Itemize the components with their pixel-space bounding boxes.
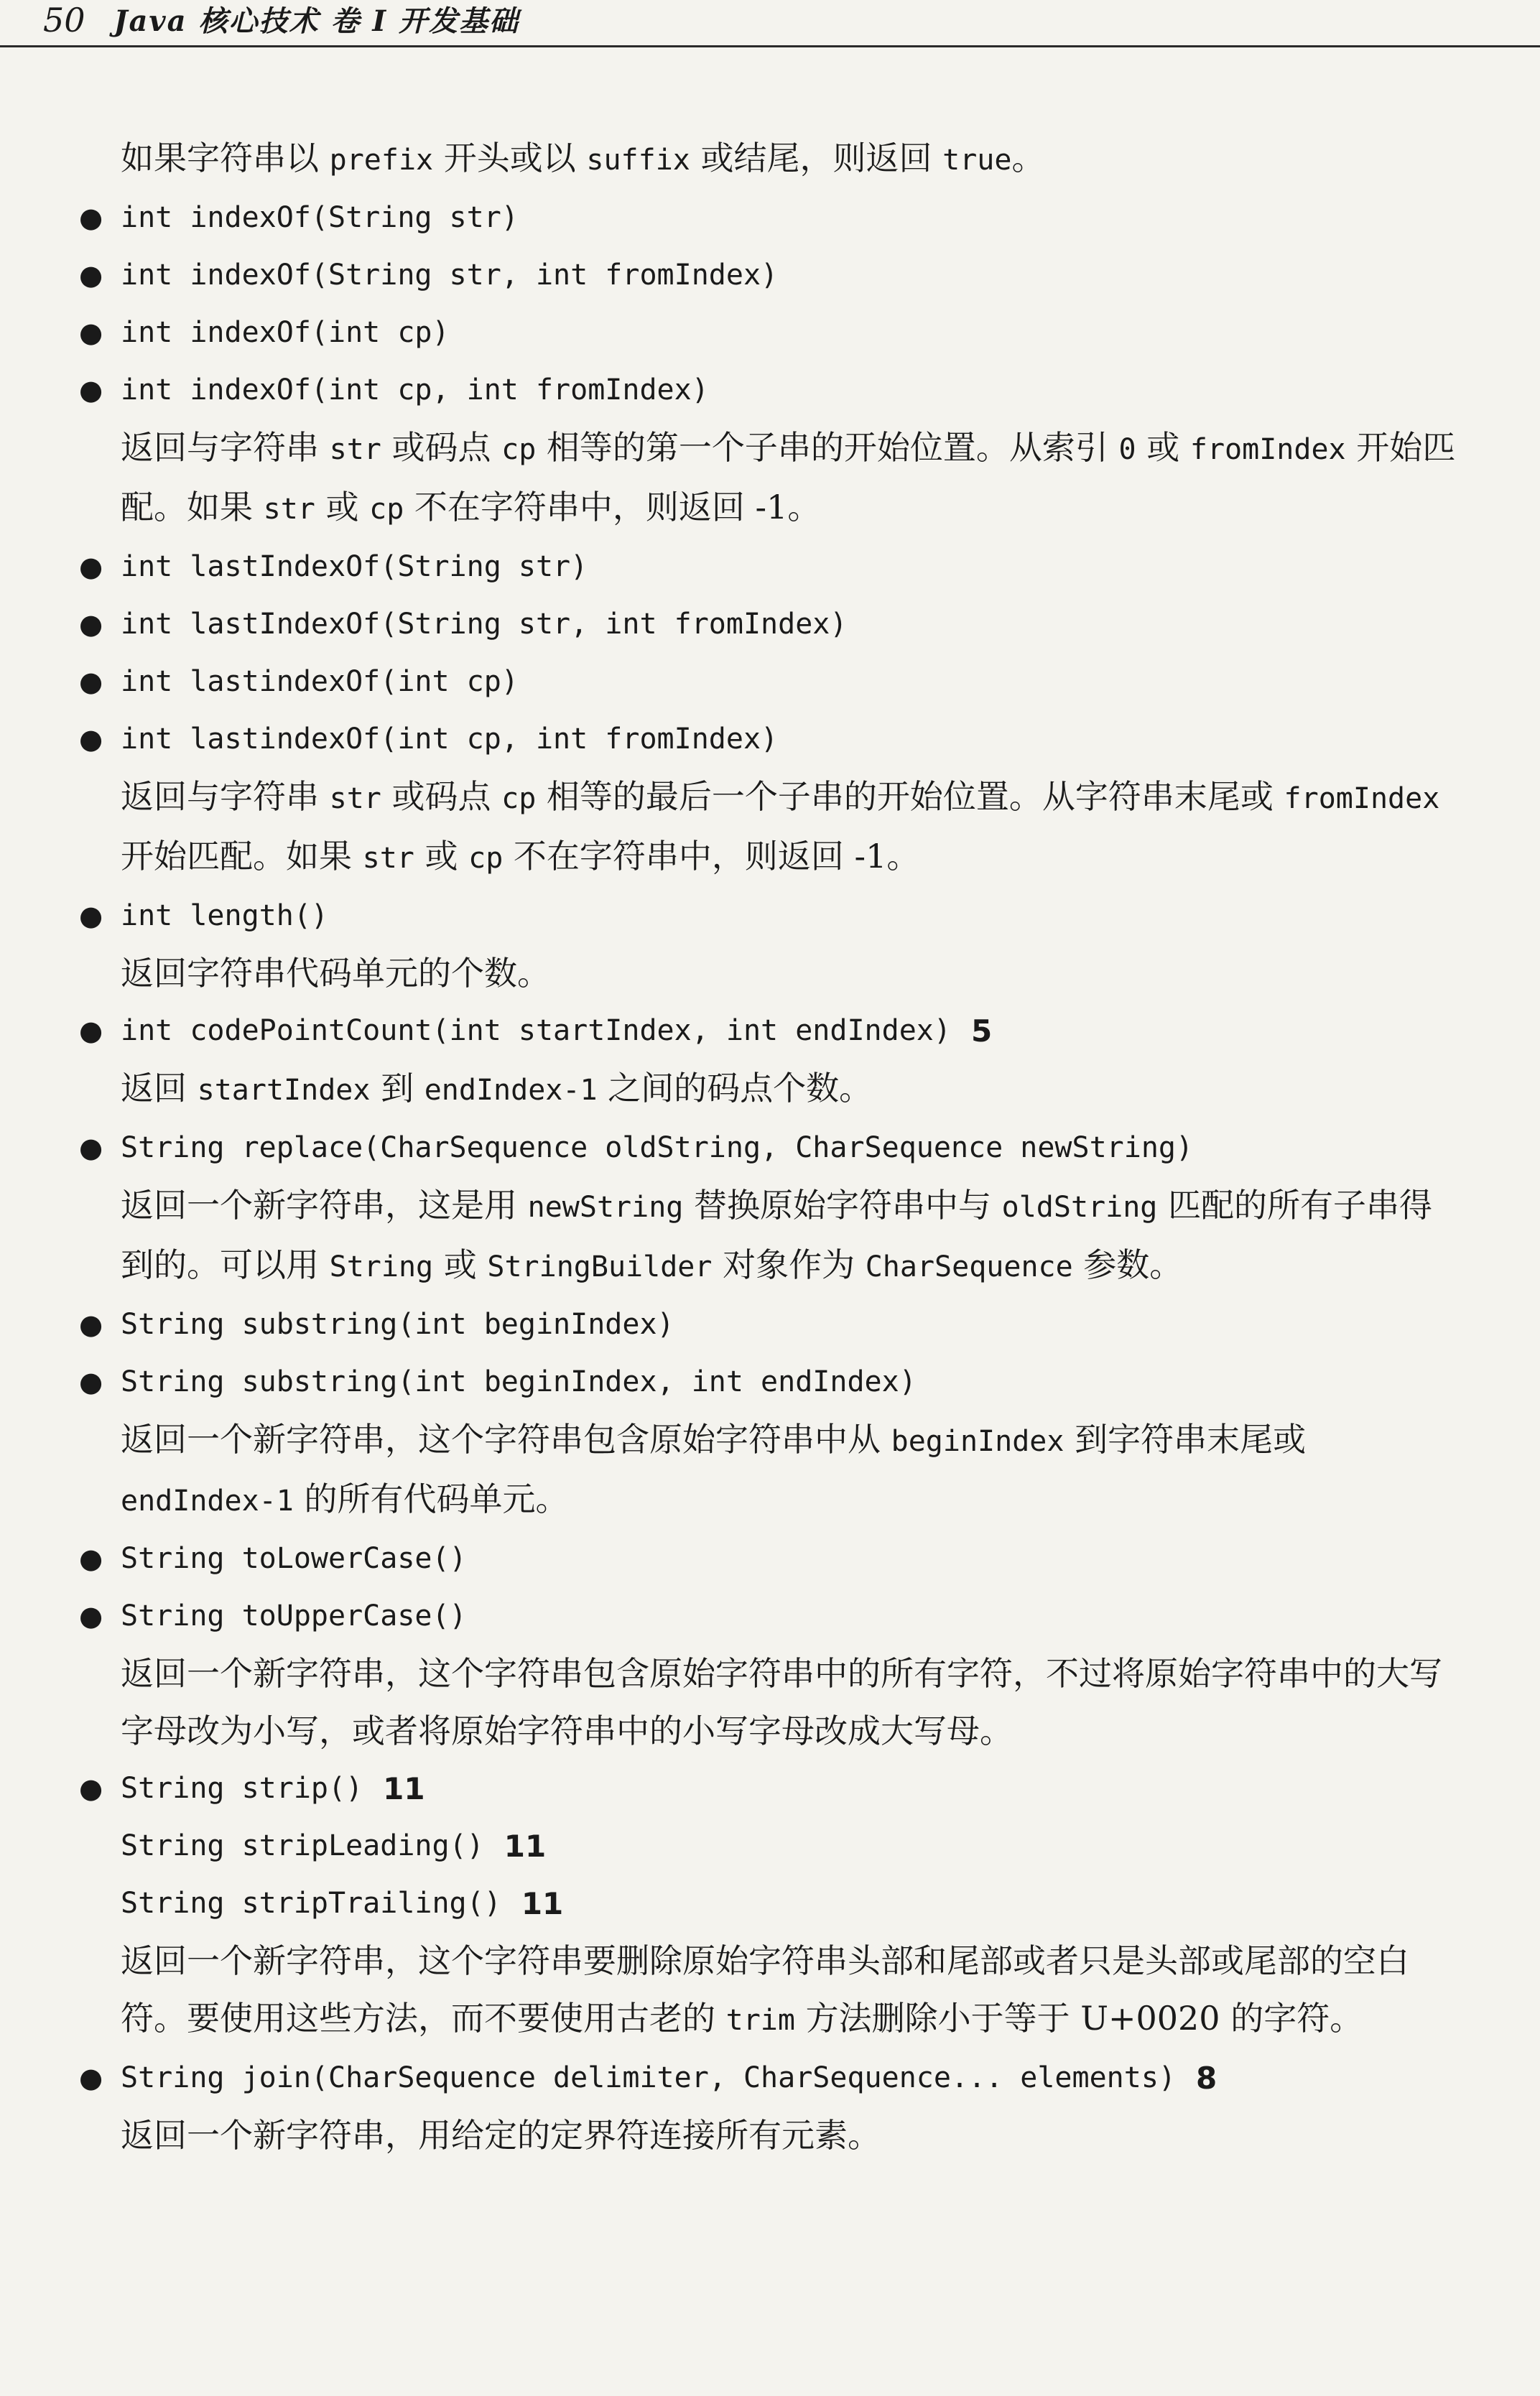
bullet-icon: ● [79,2062,103,2094]
method-signature: int indexOf(int cp, int fromIndex) [121,373,709,407]
description-startswith-endswith: 如果字符串以 prefix 开头或以 suffix 或结尾，则返回 true。 [121,139,1045,177]
list-item [79,710,1461,768]
bullet-icon: ● [79,317,103,348]
method-signature: int lastIndexOf(String str) [121,550,588,583]
bullet-icon: ● [79,900,103,932]
bullet-icon: ● [79,1015,103,1046]
bullet-icon: ● [79,202,103,233]
list-item [79,246,1461,304]
list-item [79,1119,1461,1176]
list-item [121,1875,1461,1932]
list-item [79,304,1461,361]
running-title: Java 核心技术 卷 I 开发基础 [113,4,519,38]
method-description: 返回与字符串 str 或码点 cp 相等的最后一个子串的开始位置。从字符串末尾或 fromIndex 开始匹配。如果 str 或 cp 不在字符串中，则返回 -1。 [121,777,1440,876]
method-signature: int codePointCount(int startIndex, int endIndex) [121,1014,951,1047]
method-description: 返回 startIndex 到 endIndex-1 之间的码点个数。 [121,1069,873,1108]
bullet-icon: ● [79,1309,103,1340]
bullet-icon: ● [79,259,103,291]
method-signature: int indexOf(String str) [121,201,519,234]
method-signature: String toLowerCase() [121,1542,467,1575]
list-item [79,361,1461,419]
version-badge: 5 [970,1013,993,1049]
running-header [0,0,1540,47]
method-signature: String stripTrailing() [121,1887,501,1920]
method-signature: int lastindexOf(int cp) [121,665,519,698]
method-description: 返回一个新字符串，这个字符串包含原始字符串中从 beginIndex 到字符串末尾或 endIndex-1 的所有代码单元。 [121,1420,1307,1518]
bullet-icon: ● [79,666,103,697]
list-item [79,1002,1461,1059]
method-signature: int lastindexOf(int cp, int fromIndex) [121,723,779,756]
list-item [79,1296,1461,1353]
bullet-icon: ● [79,723,103,755]
method-signature: int indexOf(int cp) [121,316,450,349]
method-description: 返回一个新字符串，这是用 newString 替换原始字符串中与 oldString 匹配的所有子串得到的。可以用 String 或 StringBuilder 对象作为 CharSequence 参数。 [121,1186,1432,1284]
method-description: 返回字符串代码单元的个数。 [121,954,550,993]
method-signature: int indexOf(String str, int fromIndex) [121,259,779,292]
method-signature: int length() [121,899,328,932]
bullet-icon: ● [79,374,103,406]
method-signature: int lastIndexOf(String str, int fromIndex) [121,608,848,641]
method-signature: String join(CharSequence delimiter, CharSequence... elements) [121,2061,1177,2094]
method-signature: String strip() [121,1772,363,1805]
bullet-icon: ● [79,608,103,640]
version-badge: 11 [521,1885,564,1921]
list-item [79,595,1461,653]
bullet-icon: ● [79,1600,103,1632]
method-signature: String replace(CharSequence oldString, CharSequence newString) [121,1131,1194,1164]
list-item [79,1587,1461,1645]
list-item [79,1760,1461,1817]
method-signature: String stripLeading() [121,1829,484,1862]
bullet-icon: ● [79,1543,103,1574]
method-description: 返回一个新字符串，这个字符串要删除原始字符串头部和尾部或者只是头部或尾部的空白符。要使用这些方法，而不要使用古老的 trim 方法删除小于等于 U+0020 的字符。 [121,1941,1409,2038]
bullet-icon: ● [79,1773,103,1804]
page-number: 50 [43,1,85,40]
bullet-icon: ● [79,1366,103,1398]
list-item [79,653,1461,710]
method-description: 返回一个新字符串，这个字符串包含原始字符串中的所有字符，不过将原始字符串中的大写字母改为小写，或者将原始字符串中的小写字母改成大写母。 [121,1654,1442,1750]
bullet-icon: ● [79,551,103,582]
method-signature: String substring(int beginIndex) [121,1308,674,1341]
list-item [79,189,1461,246]
version-badge: 8 [1196,2060,1217,2096]
list-item [79,887,1461,944]
bullet-icon: ● [79,1132,103,1164]
list-item [121,1817,1461,1875]
version-badge: 11 [383,1770,425,1806]
method-signature: String substring(int beginIndex, int endIndex) [121,1365,917,1398]
list-item [79,2049,1461,2107]
list-item [79,538,1461,595]
version-badge: 11 [504,1828,547,1864]
method-description: 返回一个新字符串，用给定的定界符连接所有元素。 [121,2116,881,2155]
method-description: 返回与字符串 str 或码点 cp 相等的第一个子串的开始位置。从索引 0 或 fromIndex 开始匹配。如果 str 或 cp 不在字符串中，则返回 -1。 [121,428,1456,526]
method-signature: String toUpperCase() [121,1599,467,1633]
list-item [79,1530,1461,1587]
api-list [79,129,1461,2164]
list-item [79,1353,1461,1411]
